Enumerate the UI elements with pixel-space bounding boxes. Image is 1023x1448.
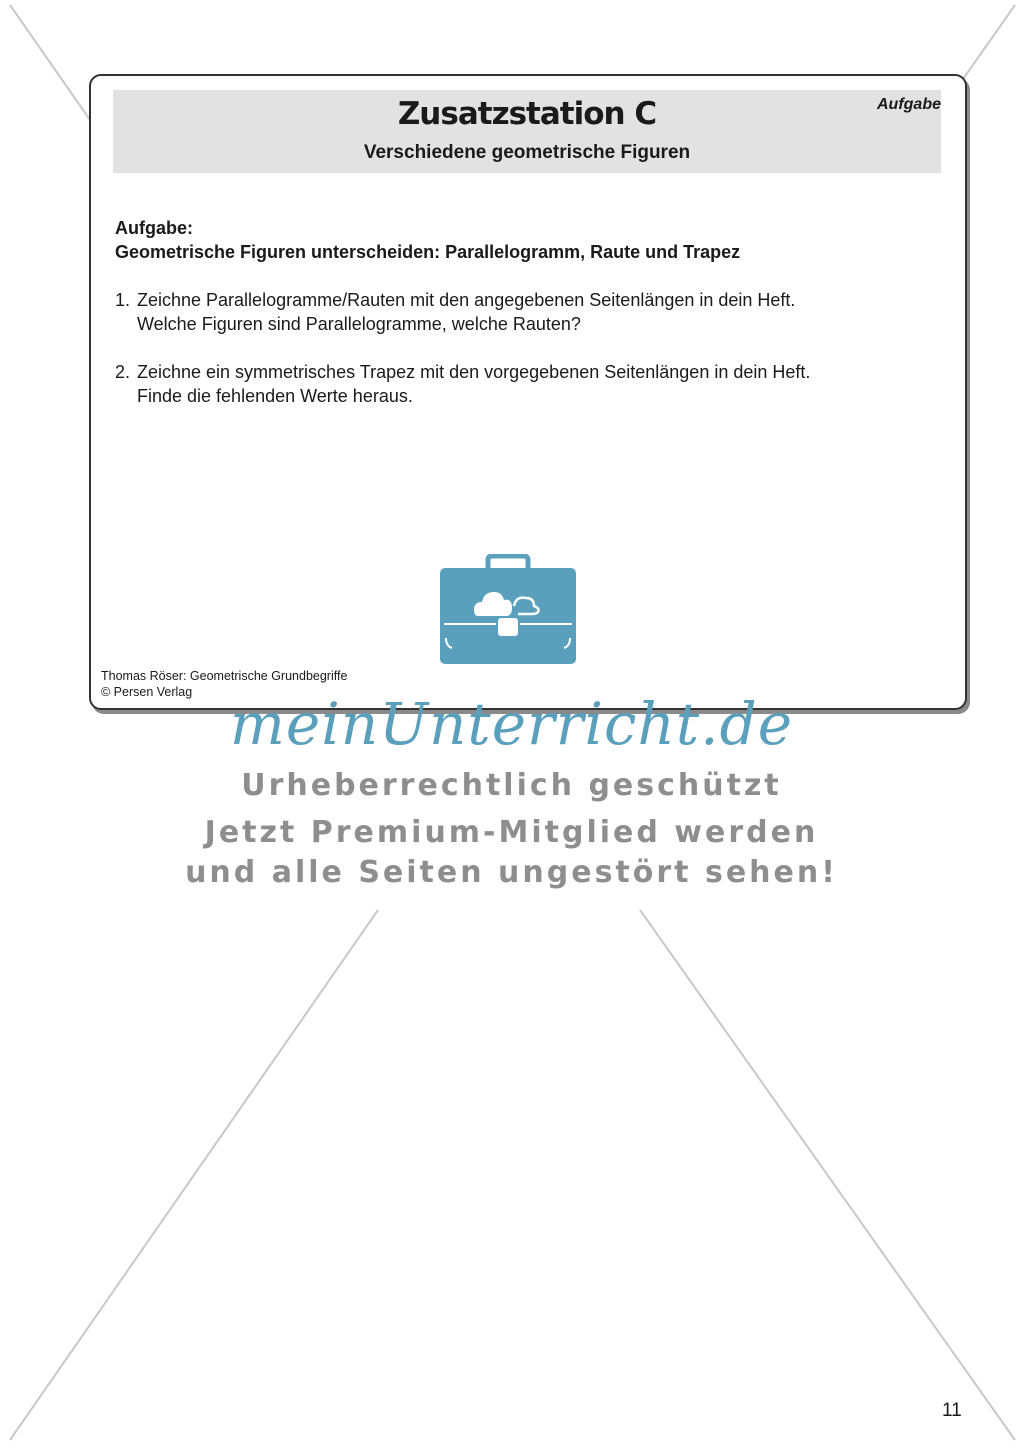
- item-line: Welche Figuren sind Parallelogramme, welche Rauten?: [137, 314, 581, 334]
- watermark-brand: meinUnterricht.de: [229, 690, 794, 758]
- task-heading-block: [115, 216, 740, 264]
- list-item: [115, 360, 915, 408]
- credit-publisher: © Persen Verlag: [101, 685, 193, 699]
- station-title: Zusatzstation C: [397, 96, 657, 132]
- card-type-tag: Aufgabe: [877, 96, 941, 113]
- item-line: Finde die fehlenden Werte heraus.: [137, 386, 413, 406]
- card-header: [113, 90, 941, 173]
- credit-author: Thomas Röser: Geometrische Grundbegriffe: [101, 669, 348, 683]
- task-topic: Geometrische Figuren unterscheiden: Parallelogramm, Raute und Trapez: [115, 242, 741, 262]
- list-item: [115, 288, 915, 336]
- item-number: 1.: [115, 290, 131, 310]
- item-number: 2.: [115, 362, 131, 382]
- watermark-premium-sub: und alle Seiten ungestört sehen!: [185, 855, 838, 890]
- watermark-copyright: Urheberrechtlich geschützt: [241, 768, 782, 803]
- item-line: Zeichne ein symmetrisches Trapez mit den vorgegebenen Seitenlängen in dein Heft.: [137, 362, 811, 382]
- card-subtitle: Verschiedene geometrische Figuren: [363, 142, 691, 163]
- task-list: [115, 288, 915, 432]
- watermark-premium: Jetzt Premium-Mitglied werden: [204, 815, 819, 850]
- task-heading: Aufgabe:: [115, 218, 193, 238]
- briefcase-cloud-icon: [438, 554, 578, 666]
- page-number: 11: [942, 1400, 962, 1421]
- item-line: Zeichne Parallelogramme/Rauten mit den angegebenen Seitenlängen in dein Heft.: [137, 290, 796, 310]
